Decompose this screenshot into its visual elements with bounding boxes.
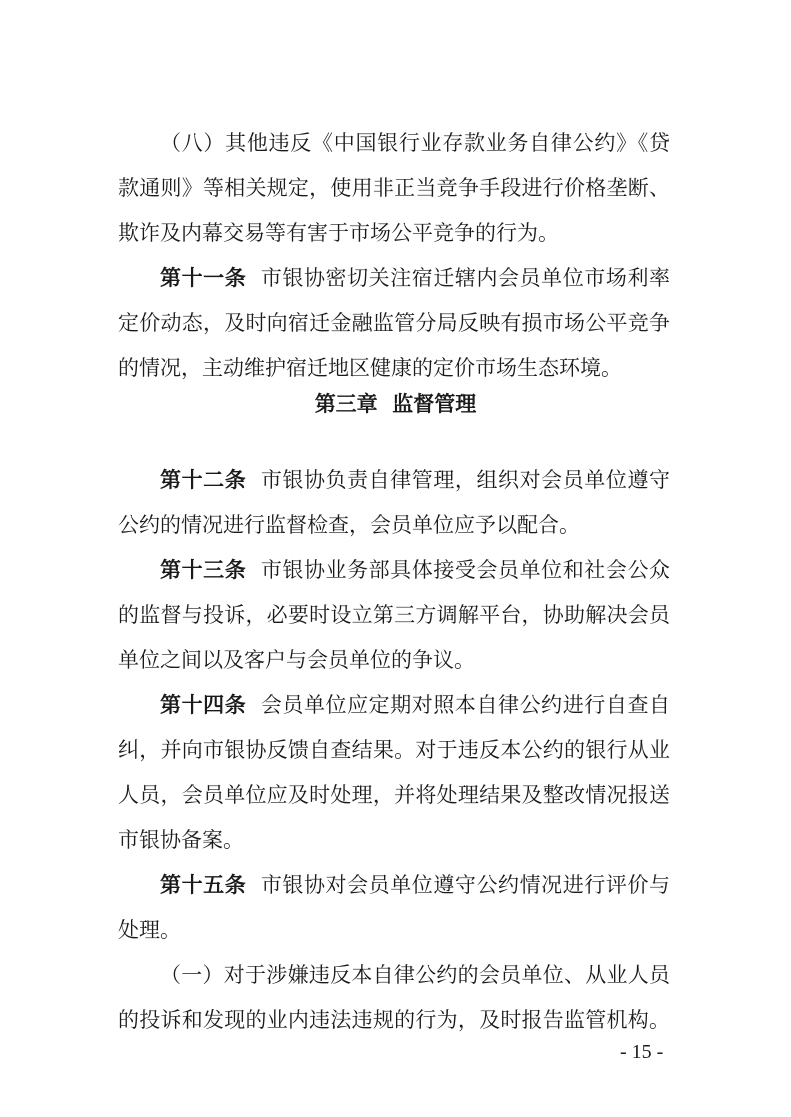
article-14-line-4: 市银协备案。 (118, 828, 244, 852)
article-11-line-1 (160, 263, 670, 293)
article-15-title: 第十五条 (160, 873, 247, 897)
article-13-line-1 (160, 555, 670, 585)
article-11-title: 第十一条 (160, 266, 247, 290)
article-13-first: 市银协业务部具体接受会员单位和社会公众 (260, 558, 671, 582)
item1-line-2: 的投诉和发现的业内违法违规的行为，及时报告监管机构。 (118, 1008, 670, 1032)
article-12-line-1 (160, 465, 670, 495)
article-14-title: 第十四条 (160, 693, 247, 717)
chapter-heading: 第三章 监督管理 (314, 392, 477, 416)
item8-line-1: （八）其他违反《中国银行业存款业务自律公约》《贷 (160, 131, 670, 155)
article-11-first: 市银协密切关注宿迁辖内会员单位市场利率 (260, 266, 671, 290)
item8-line-3: 欺诈及内幕交易等有害于市场公平竞争的行为。 (118, 221, 559, 245)
article-13-line-2: 的监督与投诉，必要时设立第三方调解平台，协助解决会员 (118, 603, 670, 627)
article-15-first: 市银协对会员单位遵守公约情况进行评价与 (260, 873, 671, 897)
article-13-line-3: 单位之间以及客户与会员单位的争议。 (118, 648, 475, 672)
article-11-line-3: 的情况，主动维护宿迁地区健康的定价市场生态环境。 (118, 356, 622, 380)
article-13-title: 第十三条 (160, 558, 247, 582)
article-12-line-2: 公约的情况进行监督检查，会员单位应予以配合。 (118, 513, 580, 537)
article-15-line-1 (160, 870, 670, 900)
page-number: - 15 - (620, 1041, 664, 1063)
article-14-first: 会员单位应定期对照本自律公约进行自查自 (260, 693, 671, 717)
item8-line-2: 款通则》等相关规定，使用非正当竞争手段进行价格垄断、 (118, 176, 670, 200)
article-11-line-2: 定价动态，及时向宿迁金融监管分局反映有损市场公平竞争 (118, 311, 670, 335)
article-14-line-1 (160, 690, 670, 720)
article-12-first: 市银协负责自律管理，组织对会员单位遵守 (260, 468, 671, 492)
item1-line-1: （一）对于涉嫌违反本自律公约的会员单位、从业人员 (160, 963, 670, 987)
article-12-title: 第十二条 (160, 468, 247, 492)
article-14-line-3: 人员，会员单位应及时处理，并将处理结果及整改情况报送 (118, 783, 670, 807)
article-15-line-2: 处理。 (118, 918, 181, 942)
article-14-line-2: 纠，并向市银协反馈自查结果。对于违反本公约的银行从业 (118, 738, 670, 762)
